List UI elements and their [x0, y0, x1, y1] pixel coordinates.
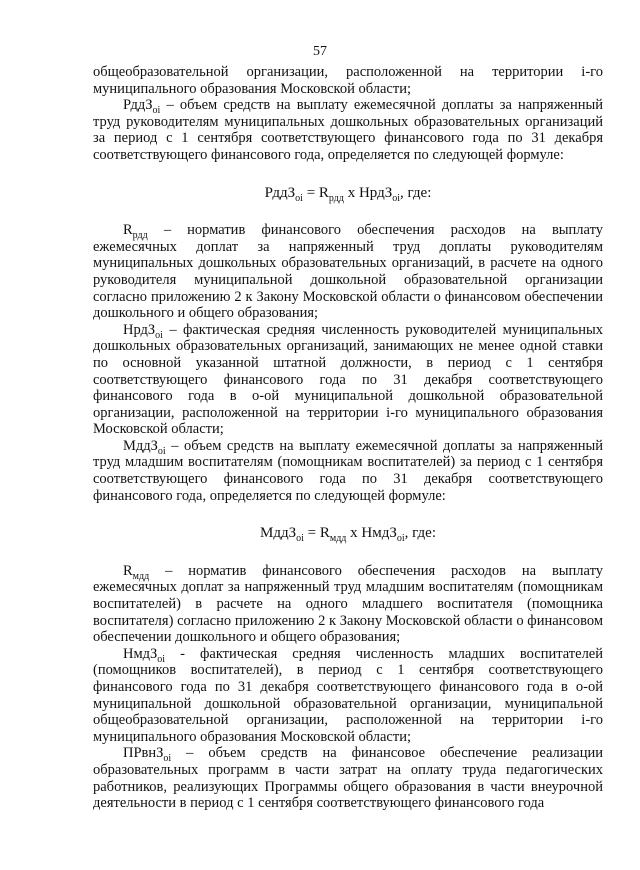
formula-mddz	[93, 525, 603, 545]
paragraph-nmdz-definition	[93, 646, 603, 746]
formula-multiplier: x НмдЗ	[346, 525, 397, 542]
formula-tail: , где:	[404, 525, 437, 542]
formula-multiplier-subscript: oi	[396, 533, 405, 545]
term: НрдЗ	[123, 321, 156, 338]
page-number: 57	[313, 44, 327, 59]
formula-lhs-subscript: oi	[295, 192, 303, 204]
term: R	[123, 562, 133, 579]
paragraph-text: – фактическая средняя численность руководителей муниципальных дошкольных образовательных организаций, занимающих не менее одной ставки по основной указанной штатной должности, в период с 1 сентября соответствующего финансового года по 31 декабря соответствующего финансового года в о-ой муниципальной дошкольной образовательной организации, расположенной на территории i-го муниципального образования Московской области;	[93, 321, 603, 438]
term: ПРвнЗ	[123, 745, 164, 762]
paragraph-rddz-definition	[93, 97, 603, 163]
paragraph-nrdz-definition	[93, 322, 603, 438]
formula-multiplier-subscript: oi	[392, 192, 401, 204]
formula-rddz	[93, 185, 603, 202]
paragraph-text: общеобразовательной организации, расположенной на территории i-го муниципального образования Московской области;	[93, 64, 603, 97]
formula-lhs: РддЗ	[264, 184, 296, 201]
paragraph-text: – норматив финансового обеспечения расходов на выплату ежемесячных доплат за напряженный труд младшим воспитателям (помощникам воспитателей) в расчете на одного младшего воспитателя (помощника воспитателя) согласно приложению 2 к Закону Московской области о финансовом обеспечении дошкольного и общего образования;	[93, 562, 603, 646]
term-subscript: oi	[157, 653, 166, 665]
term-subscript: oi	[152, 105, 161, 117]
paragraph-prvnz-definition	[93, 745, 603, 811]
formula-r-subscript: рдд	[328, 192, 344, 204]
term-subscript: oi	[155, 329, 163, 341]
term: НмдЗ	[123, 645, 158, 662]
term-subscript: рдд	[132, 230, 148, 242]
paragraph-rrdd-definition	[93, 222, 603, 322]
term-subscript: oi	[163, 753, 172, 765]
document-body	[93, 64, 603, 812]
paragraph-text: - фактическая средняя численность младших воспитателей (помощников воспитателей), в период с 1 сентября соответствующего финансового года по 31 декабря соответствующего финансового года в о-ой муниципальной дошкольной образовательной организации, муниципальной общеобразовательной организации, расположенной на территории i-го муниципального образования Московской области;	[93, 645, 603, 745]
paragraph-text: – норматив финансового обеспечения расходов на выплату ежемесячных доплат за напряженный труд доплаты руководителям муниципальных дошкольных образовательных организаций, в расчете на одного руководителя муниципальной дошкольной образовательной организации согласно приложению 2 к Закону Московской области о финансовом обеспечении дошкольного и общего образования;	[93, 222, 603, 322]
term-subscript: oi	[157, 445, 166, 457]
term: РддЗ	[123, 97, 153, 114]
formula-lhs: МддЗ	[259, 525, 297, 542]
formula-equals-r: = R	[303, 525, 330, 542]
paragraph-continuation	[93, 64, 603, 97]
formula-r-subscript: мдд	[329, 533, 347, 545]
paragraph-mddz-definition	[93, 438, 603, 504]
formula-tail: , где:	[400, 184, 432, 201]
term: МддЗ	[123, 437, 158, 454]
formula-equals-r: = R	[302, 184, 329, 201]
paragraph-rmdd-definition	[93, 563, 603, 646]
term-subscript: мдд	[132, 570, 150, 582]
paragraph-text: – объем средств на выплату ежемесячной доплаты за напряженный труд руководителям муниципальных дошкольных образовательных организаций за период с 1 сентября соответствующего финансового года по 31 декабря соответствующего финансового года, определяется по следующей формуле:	[93, 97, 603, 163]
formula-lhs-subscript: oi	[296, 533, 304, 545]
formula-multiplier: x НрдЗ	[343, 184, 393, 201]
paragraph-text: – объем средств на финансовое обеспечение реализации образовательных программ в части затрат на оплату труда педагогических работников, реализующих Программы общего образования в части внеурочной деятельности в период с 1 сентября соответствующего финансового года	[93, 745, 603, 812]
paragraph-text: – объем средств на выплату ежемесячной доплаты за напряженный труд младшим воспитателям (помощникам воспитателей) за период с 1 сентября соответствующего финансового года по 31 декабря соответствующего финансового года, определяется по следующей формуле:	[93, 437, 603, 504]
term: R	[123, 222, 133, 239]
